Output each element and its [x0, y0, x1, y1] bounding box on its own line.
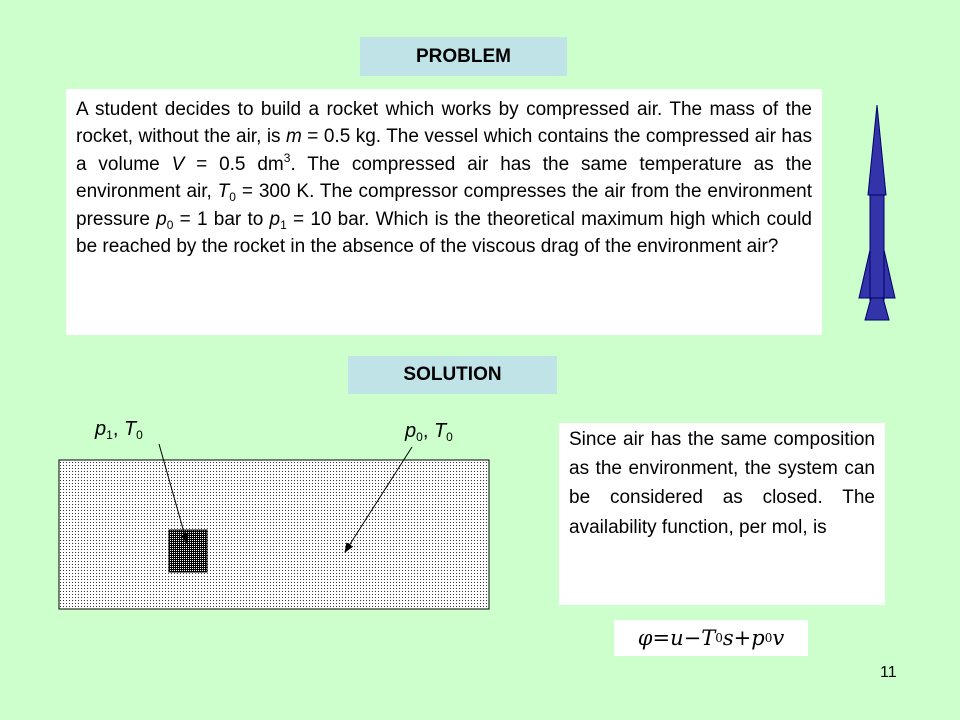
availability-equation: φ = u − T 0 s + p 0 v [614, 620, 808, 656]
inner-system-label: $p_1$, $T_0$ [95, 418, 143, 442]
solution-header: SOLUTION [348, 356, 557, 394]
problem-header: PROBLEM [360, 37, 567, 76]
compressed-air-vessel [169, 530, 207, 572]
problem-text: A student decides to build a rocket which works by compressed air. The mass of the rocket, without the air, is m = 0.5 kg. The vessel which contains the compressed air has a volume V = 0.5 $dm^3$. The compressed air has the same temperature as the environment air, $T_0 = 300$ K. The compressor compresses the air from the environment pressure $p_0 = 1$ bar to $p_1 = 10$ bar. Which is the theoretical maximum high which could be reached by the rocket in the absence of the viscous drag of the environment air? [66, 89, 822, 335]
solution-text: Since air has the same composition as the environment, the system can be considered as closed. The availability function, per mol, is [559, 423, 885, 605]
environment-box [59, 460, 489, 609]
slide-number: 11 [880, 664, 897, 681]
environment-label: $p_0$, $T_0$ [405, 420, 453, 444]
